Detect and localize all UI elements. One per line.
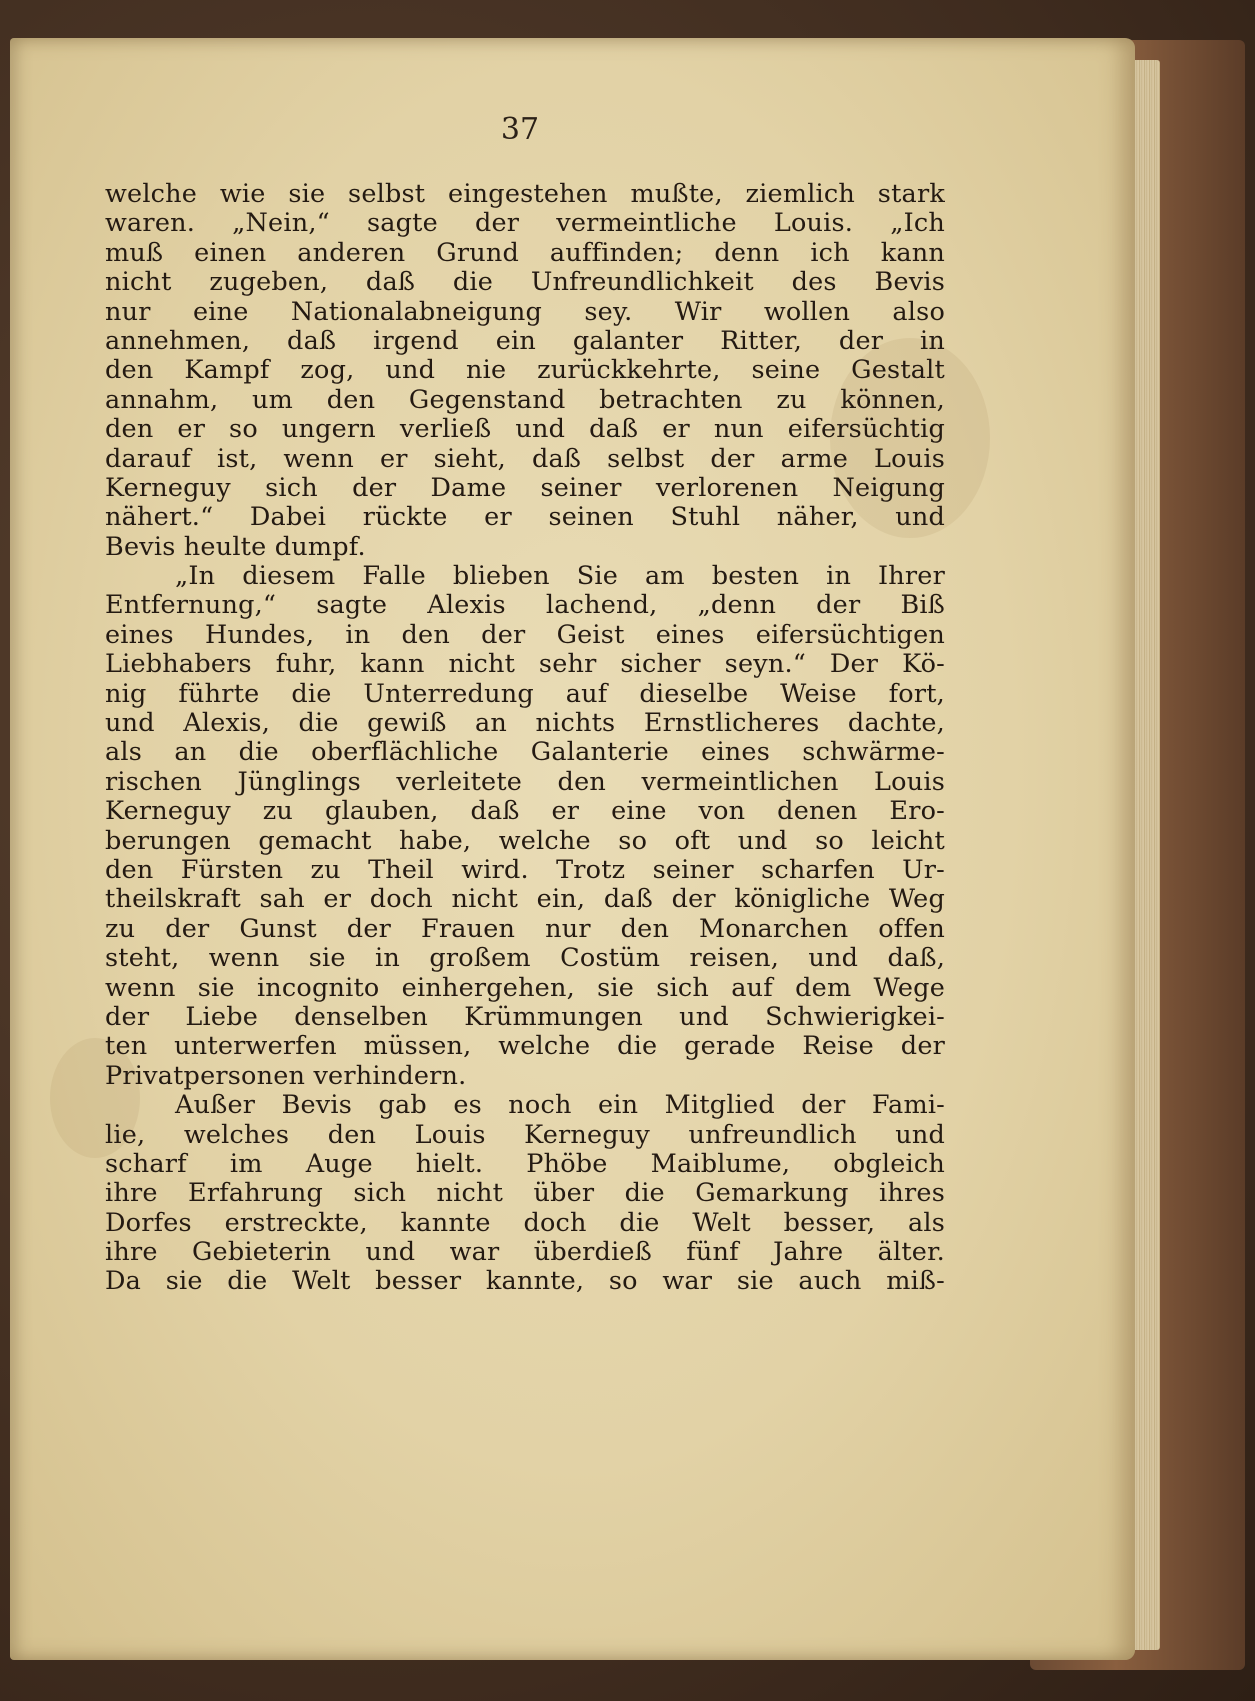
text-line: Kerneguy sich der Dame seiner verlorenen Neigung [105,472,945,503]
text-line: Entfernung,“ sagte Alexis lachend, „denn der Biß [105,590,945,621]
text-line: steht, wenn sie in großem Costüm reisen, und daß, [105,943,945,974]
text-line: ihre Erfahrung sich nicht über die Gemarkung ihres [105,1178,945,1209]
text-line: Kerneguy zu glauben, daß er eine von denen Ero- [105,796,945,827]
text-line: nur eine Nationalabneigung sey. Wir wollen also [105,296,945,327]
text-line: nig führte die Unterredung auf dieselbe Weise fort, [105,678,945,709]
text-line: den Kampf zog, und nie zurückkehrte, seine Gestalt [105,355,945,386]
text-line: annahm, um den Gegenstand betrachten zu können, [105,384,945,415]
text-line: zu der Gunst der Frauen nur den Monarchen offen [105,913,945,944]
text-line: Liebhabers fuhr, kann nicht sehr sicher seyn.“ Der Kö- [105,649,945,680]
text-line: lie, welches den Louis Kerneguy unfreundlich und [105,1119,945,1150]
text-line: scharf im Auge hielt. Phöbe Maiblume, obgleich [105,1148,945,1179]
text-line: als an die oberflächliche Galanterie eines schwärme- [105,737,945,768]
text-line: welche wie sie selbst eingestehen mußte, ziemlich stark [105,179,945,209]
text-line: Dorfes erstreckte, kannte doch die Welt besser, als [105,1207,945,1238]
text-line: und Alexis, die gewiß an nichts Ernstlicheres dachte, [105,708,945,739]
text-line: den er so ungern verließ und daß er nun eifersüchtig [105,414,945,445]
text-line: eines Hundes, in den der Geist eines eifersüchtigen [105,619,945,650]
page-number: 37 [500,112,540,147]
text-line: berungen gemacht habe, welche so oft und so leicht [105,825,945,856]
text-line: muß einen anderen Grund auffinden; denn ich kann [105,237,945,268]
text-line: annehmen, daß irgend ein galanter Ritter, der in [105,325,945,356]
body-text [105,180,945,1297]
text-line: rischen Jünglings verleitete den vermeintlichen Louis [105,766,945,797]
text-line: Außer Bevis gab es noch ein Mitglied der Fami- [175,1090,945,1121]
text-line: nähert.“ Dabei rückte er seinen Stuhl näher, und [105,502,945,533]
text-line: Bevis heulte dumpf. [105,531,366,562]
text-line: Da sie die Welt besser kannte, so war sie auch miß- [105,1266,945,1297]
text-line: den Fürsten zu Theil wird. Trotz seiner scharfen Ur- [105,854,945,885]
text-line: ihre Gebieterin und war überdieß fünf Jahre älter. [105,1237,945,1268]
text-line: ten unterwerfen müssen, welche die gerade Reise der [105,1031,945,1062]
text-line: darauf ist, wenn er sieht, daß selbst der arme Louis [105,443,945,474]
text-line: der Liebe denselben Krümmungen und Schwierigkei- [105,1001,945,1032]
text-line: waren. „Nein,“ sagte der vermeintliche Louis. „Ich [105,208,945,239]
text-line: nicht zugeben, daß die Unfreundlichkeit des Bevis [105,267,945,298]
text-line: wenn sie incognito einhergehen, sie sich auf dem Wege [105,972,945,1003]
text-line: Privatpersonen verhindern. [105,1060,467,1091]
text-line: „In diesem Falle blieben Sie am besten in Ihrer [175,561,945,592]
text-line: theilskraft sah er doch nicht ein, daß der königliche Weg [105,884,945,915]
